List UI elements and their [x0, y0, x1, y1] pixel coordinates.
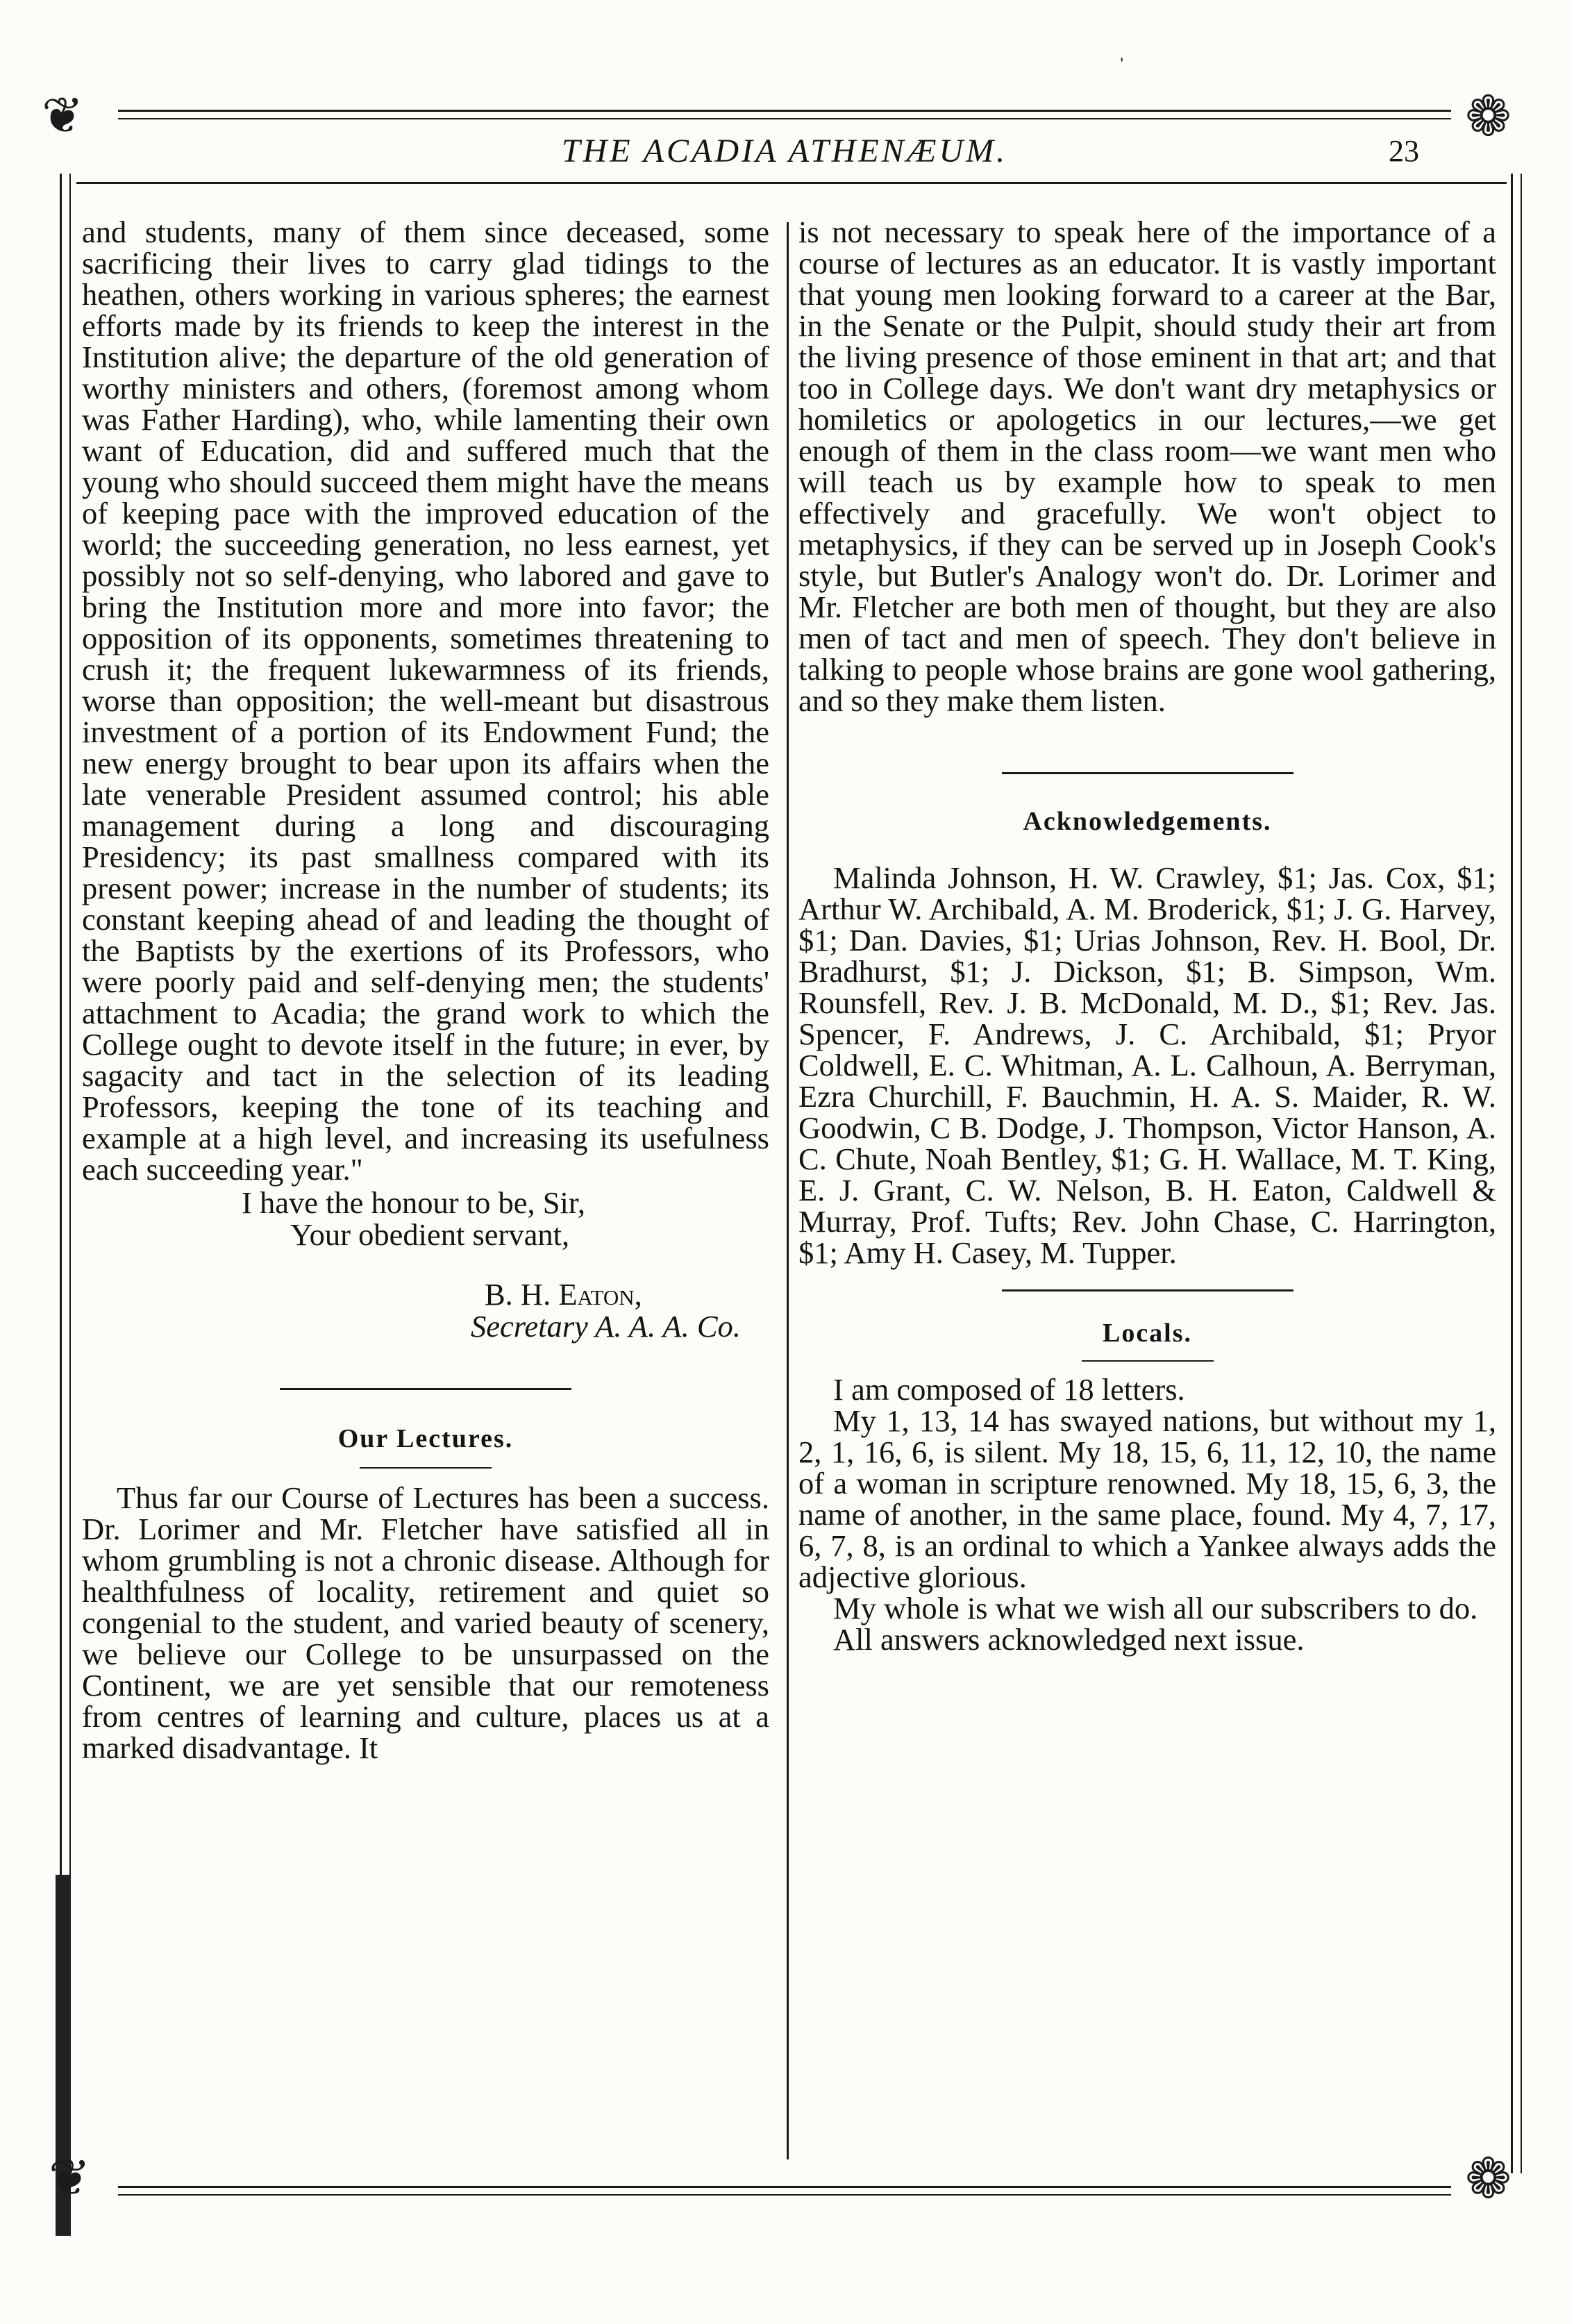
letter-closing: I have the honour to be, Sir,	[242, 1185, 586, 1220]
running-title: THE ACADIA ATHENÆUM.	[561, 133, 1008, 169]
letter-closing: Your obedient servant,	[290, 1217, 570, 1252]
locals-paragraph: I am composed of 18 letters.	[833, 1372, 1185, 1407]
signature-title: Secretary A. A. A. Co.	[471, 1309, 741, 1344]
acknowledgements-paragraph: Malinda Johnson, H. W. Crawley, $1; Jas. Cox, $1; Arthur W. Archibald, A. M. Broderick, $1; J. G. Harvey, $1; Dan. Davies, $1; Urias Johnson, Rev. H. Bool, Dr. Bradhurst, $1; J. Dickson, $1; B. Simpson, Wm. Rounsfell, Rev. J. B. McDonald, M. D., $1; Rev. Jas. Spencer, F. Andrews, J. C. Archibald, $1; Pryor Coldwell, E. C. Whitman, A. L. Calhoun, A. Berryman, Ezra Churchill, F. Bauchmin, H. A. S. Maider, R. W. Goodwin, C B. Dodge, J. Thompson, Victor Hanson, A. C. Chute, Noah Bentley, $1; G. H. Wallace, M. T. King, E. J. Grant, C. W. Nelson, B. H. Eaton, Caldwell & Murray, Prof. Tufts; Rev. John Chase, C. Harrington, $1; Amy H. Casey, M. Tupper.	[798, 860, 1496, 1270]
column-divider	[787, 222, 789, 2159]
locals-paragraph: My whole is what we wish all our subscribers to do.	[833, 1591, 1478, 1625]
corner-ornament-icon: ❁	[1465, 2146, 1512, 2211]
signature-name: B. H. Eaton,	[485, 1277, 642, 1312]
acknowledgements-heading: Acknowledgements.	[1023, 807, 1272, 836]
lectures-continued-text: is not necessary to speak here of the importance of a course of lectures as an educator. It is vastly important that young men looking forward to a career at the Bar, in the Senate or the Pulpit, should study their art from the living presence of those eminent in that art; and that too in College days. We don't want dry metaphysics or homiletics or apologetics in our lectures,—we get enough of them in the class room—we want men who will teach us by example how to speak to men effectively and gracefully. We won't object to metaphysics, if they can be served up in Joseph Cook's style, but Butler's Analogy won't do. Dr. Lorimer and Mr. Fletcher are both men of thought, but they are also men of tact and men of speech. They don't believe in talking to people whose brains are gone wool gathering, and so they make them listen.	[798, 215, 1496, 718]
frame-right-rule	[1511, 174, 1513, 2173]
corner-ornament-icon: ❦	[42, 86, 84, 144]
left-column	[82, 217, 769, 1764]
stray-mark: ˈ	[1118, 54, 1126, 80]
frame-right-rule-inner	[1521, 174, 1522, 2173]
header-rule	[76, 182, 1507, 184]
corner-ornament-icon: ❦	[49, 2148, 91, 2207]
lectures-heading: Our Lectures.	[337, 1424, 514, 1453]
locals-heading: Locals.	[1102, 1319, 1193, 1348]
frame-bottom-rule	[118, 2186, 1451, 2188]
frame-top-rule	[118, 110, 1451, 112]
frame-top-rule-inner	[118, 118, 1451, 119]
page-number: 23	[1389, 134, 1419, 168]
letter-continued-text: and students, many of them since deceased, some sacrificing their lives to carry glad tidings to the heathen, others working in various spheres; the earnest efforts made by its friends to keep the interest in the Institution alive; the departure of the old generation of worthy ministers and others, (foremost among whom was Father Harding), who, while lamenting their own want of Education, did and suffered much that the young who should succeed them might have the means of keeping pace with the improved education of the world; the succeeding generation, no less earnest, yet possibly not so self-denying, who labored and gave to bring the Institution more and more into favor; the opposition of its opponents, sometimes threatening to crush it; the frequent lukewarmness of its friends, worse than opposition; the well-meant but disastrous investment of a portion of its Endowment Fund; the new energy brought to bear upon its affairs when the late venerable President assumed control; his able management during a long and discouraging Presidency; its past smallness compared with its present power; increase in the number of students; its constant keeping ahead of and leading the thought of the Baptists by the exertions of its Professors, who were poorly paid and self-denying men; the students' attachment to Acadia; the grand work to which the College ought to devote itself in the future; in ever, by sagacity and tact in the selection of its leading Professors, keeping the tone of its teaching and example at a high level, and increasing its usefulness each succeeding year."	[82, 215, 769, 1187]
locals-paragraph: My 1, 13, 14 has swayed nations, but without my 1, 2, 1, 16, 6, is silent. My 18, 15, 6, 11, 12, 10, the name of a woman in scripture renowned. My 18, 15, 6, 3, the name of another, in the same place, found. My 4, 7, 17, 6, 7, 8, is an ordinal to which a Yankee always adds the adjective glorious.	[798, 1403, 1496, 1594]
locals-paragraph: All answers acknowledged next issue.	[833, 1622, 1305, 1657]
frame-left-rule	[60, 174, 62, 2173]
corner-ornament-icon: ❁	[1465, 84, 1512, 149]
right-column	[798, 217, 1496, 1655]
lectures-paragraph: Thus far our Course of Lectures has been a success. Dr. Lorimer and Mr. Fletcher have satisfied all in whom grumbling is not a chronic disease. Although for healthfulness of locality, retirement and quiet so congenial to the student, and varied beauty of scenery, we believe our College to be unsurpassed on the Continent, we are yet sensible that our remoteness from centres of learning and culture, places us at a marked disadvantage. It	[82, 1480, 769, 1765]
frame-bottom-rule-inner	[118, 2194, 1451, 2196]
frame-left-rule-inner	[69, 174, 71, 2173]
